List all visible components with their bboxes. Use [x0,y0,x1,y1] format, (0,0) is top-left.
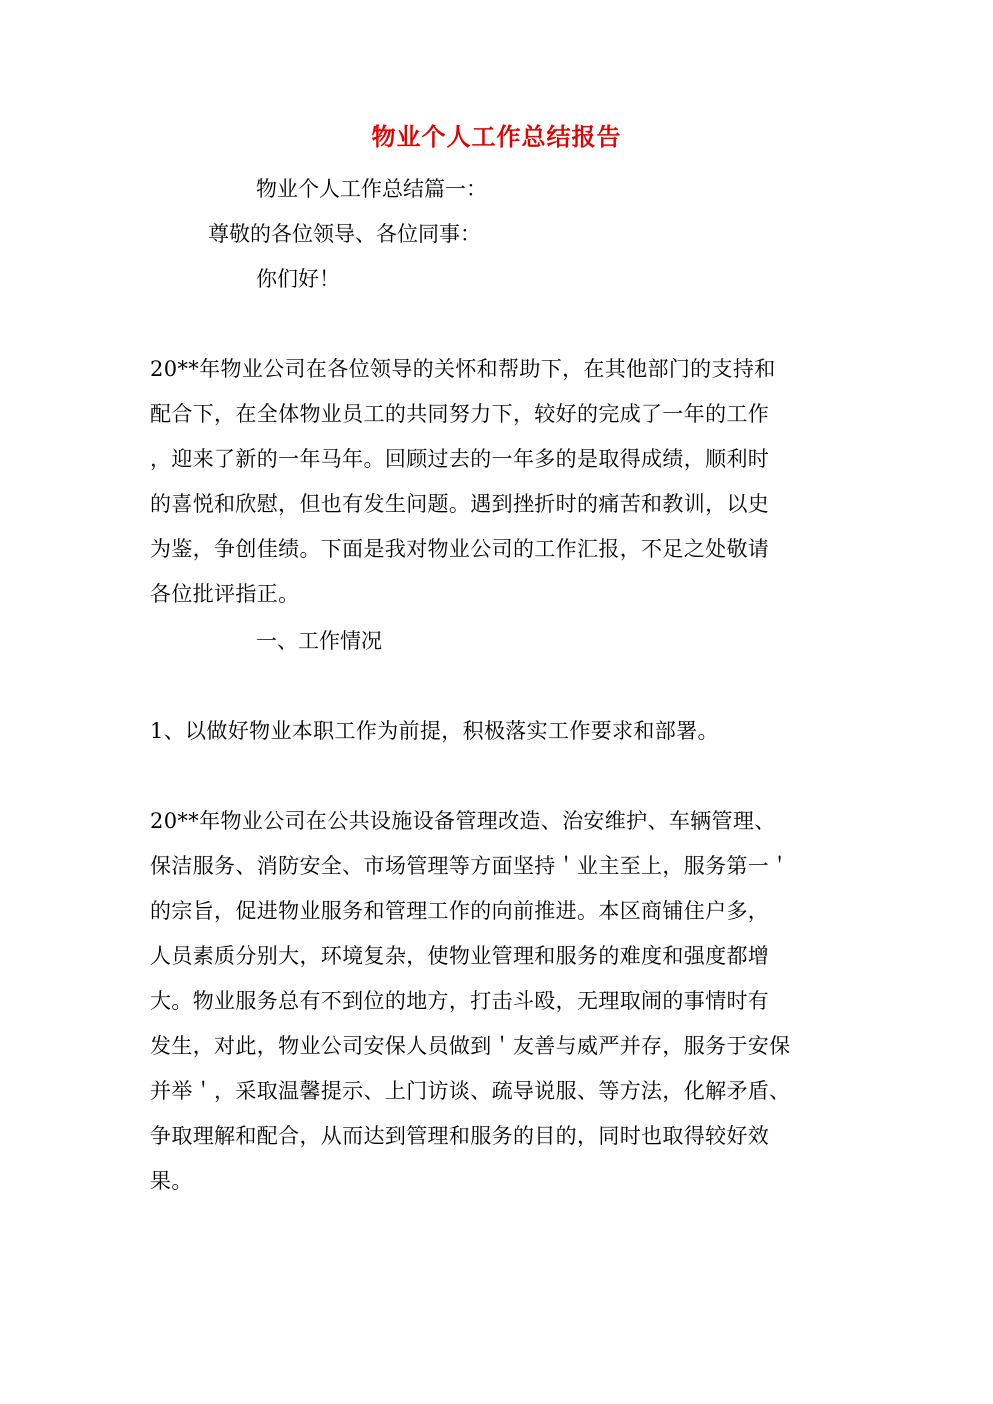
subtitle: 物业个人工作总结篇一： [256,177,487,201]
greeting: 你们好！ [256,267,340,291]
paragraph-line: 配合下，在全体物业员工的共同努力下，较好的完成了一年的工作 [150,402,770,426]
paragraph-line: 保洁服务、消防安全、市场管理等方面坚持＇业主至上，服务第一＇ [150,854,791,878]
paragraph-line: 20**年物业公司在公共设施设备管理改造、治安维护、车辆管理、 [150,809,776,833]
paragraph-line: 的宗旨，促进物业服务和管理工作的向前推进。本区商铺住户多， [150,899,770,923]
paragraph-line: 各位批评指正。 [150,582,300,606]
paragraph-line: 为鉴，争创佳绩。下面是我对物业公司的工作汇报，不足之处敬请 [150,537,770,561]
paragraph-line: 并举＇，采取温馨提示、上门访谈、疏导说服、等方法，化解矛盾、 [150,1079,791,1103]
section-heading: 一、工作情况 [256,629,382,653]
paragraph-line: 的喜悦和欣慰，但也有发生问题。遇到挫折时的痛苦和教训，以史 [150,492,770,516]
paragraph-line: 发生，对此，物业公司安保人员做到＇友善与威严并存，服务于安保 [150,1034,791,1058]
paragraph-line: ，迎来了新的一年马年。回顾过去的一年多的是取得成绩，顺利时 [150,447,770,471]
paragraph-line: 20**年物业公司在各位领导的关怀和帮助下，在其他部门的支持和 [150,357,776,381]
document-title: 物业个人工作总结报告 [371,122,622,151]
paragraph-line: 果。 [150,1169,193,1193]
salutation: 尊敬的各位领导、各位同事： [208,222,481,246]
list-item: 1、以做好物业本职工作为前提，积极落实工作要求和部署。 [150,719,719,743]
paragraph-line: 人员素质分别大，环境复杂，使物业管理和服务的难度和强度都增 [150,944,770,968]
paragraph-line: 争取理解和配合，从而达到管理和服务的目的，同时也取得较好效 [150,1124,770,1148]
paragraph-line: 大。物业服务总有不到位的地方，打击斗殴，无理取闹的事情时有 [150,989,770,1013]
